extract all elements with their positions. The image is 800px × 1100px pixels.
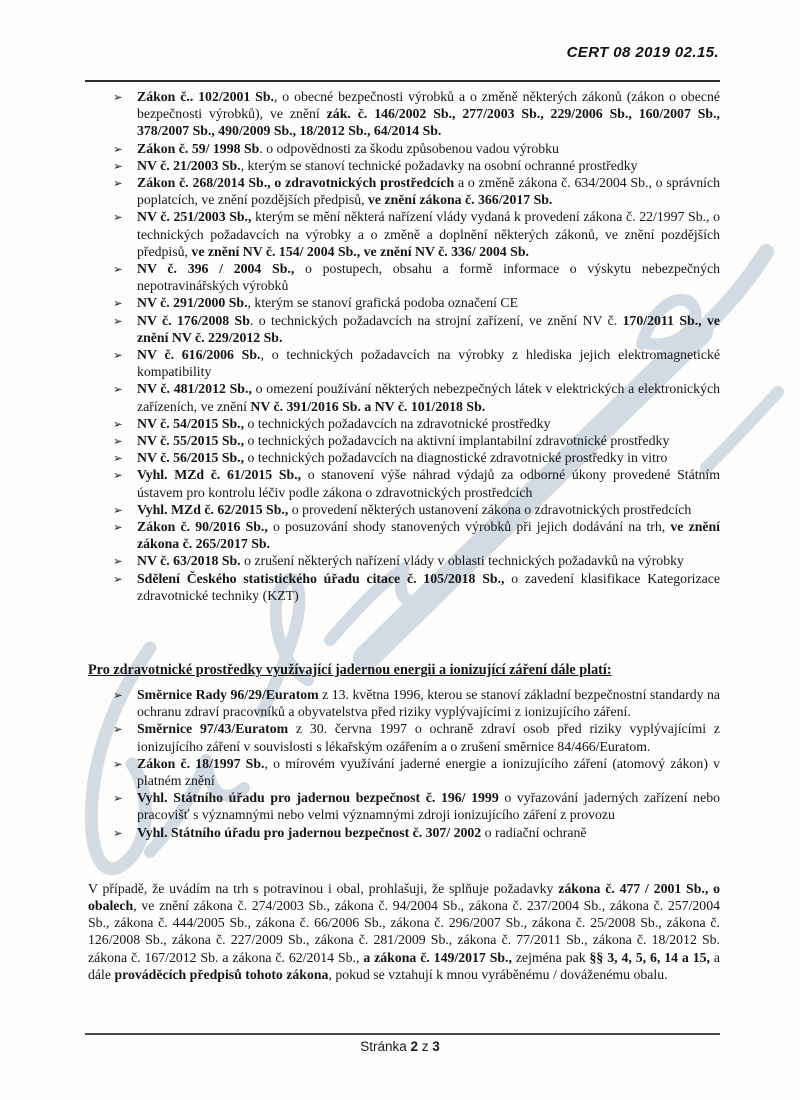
list-item [88, 88, 720, 140]
list-item [88, 157, 720, 174]
text-run: o provedení některých ustanovení zákona o zdravotnických prostředcích [288, 501, 692, 517]
text-run: a dále [88, 949, 720, 982]
bold-text-run: NV č. 63/2018 Sb. [137, 553, 241, 569]
text-run: zejména pak [511, 949, 590, 965]
text-run: , o mírovém využívání jaderné energie a ionizujícího záření (atomový zákon) v platném znění [137, 755, 720, 789]
header-divider [85, 80, 720, 82]
header-cert-stamp: CERT 08 2019 02.15. [566, 44, 719, 61]
list-item [88, 720, 720, 754]
arrow-bullet-icon: ➢ [113, 825, 123, 840]
arrow-bullet-icon: ➢ [113, 416, 123, 431]
arrow-bullet-icon: ➢ [113, 468, 123, 483]
text-run: o technických požadavcích na zdravotnické prostředky [244, 415, 551, 431]
text-run: kterým se mění některá nařízení vlády vydaná k provedení zákona č. 22/1997 Sb., o technických požadavcích na výrobky a o změně a doplnění některých zákonů, ve znění pozdějších předpisů, [137, 209, 721, 259]
bold-text-run: NV č. 616/2006 Sb. [137, 347, 261, 363]
text-run: . o technických požadavcích na strojní zařízení, ve znění NV č. [249, 312, 623, 328]
arrow-bullet-icon: ➢ [113, 348, 123, 363]
legal-list-primary [88, 88, 720, 604]
bold-text-run: 170/2011 Sb., ve znění NV č. 229/2012 Sb. [137, 312, 720, 345]
bold-text-run: NV č. 21/2003 Sb. [137, 157, 241, 173]
bold-text-run: NV č. 56/2015 Sb., [137, 450, 245, 466]
arrow-bullet-icon: ➢ [113, 520, 123, 535]
arrow-bullet-icon: ➢ [113, 210, 123, 225]
text-run: o technických požadavcích na diagnostické zdravotnické prostředky in vitro [244, 450, 668, 466]
arrow-bullet-icon: ➢ [113, 158, 123, 173]
text-run: o postupech, obsahu a formě informace o výskytu nebezpečných nepotravinářských výrobků [137, 261, 720, 294]
bold-text-run: zák. č. 146/2002 Sb., 277/2003 Sb., 229/2006 Sb., 160/2007 Sb., 378/2007 Sb., 490/2009 Sb., 18/2012 Sb., 64/2014 Sb. [137, 106, 720, 139]
text-run: , o technických požadavcích na výrobky z hlediska jejich elektromagnetické kompatibility [137, 347, 720, 380]
bold-text-run: Vyhl. MZd č. 61/2015 Sb., [137, 467, 302, 483]
list-item [88, 789, 720, 823]
bold-text-run: Sdělení Českého statistického úřadu citace č. 105/2018 Sb., [137, 570, 505, 586]
declaration-paragraph [88, 880, 720, 983]
arrow-bullet-icon: ➢ [113, 313, 123, 328]
bold-text-run: zákona č. 477 / 2001 Sb., o obalech [88, 880, 720, 913]
text-run: o posuzování shody stanovených výrobků při jejich dodávání na trh, [267, 519, 671, 535]
text-run: . o odpovědnosti za škodu způsobenou vadou výrobku [259, 140, 559, 156]
footer-divider [85, 1033, 720, 1035]
bold-text-run: NV č. 251/2003 Sb., [137, 209, 252, 225]
arrow-bullet-icon: ➢ [113, 434, 123, 449]
text-run: , pokud se vztahují k mnou vyráběnému / dováženému obalu. [328, 966, 668, 982]
arrow-bullet-icon: ➢ [113, 502, 123, 517]
text-run: o zrušení některých nařízení vlády v oblasti technických požadavků na výrobky [240, 553, 684, 569]
arrow-bullet-icon: ➢ [113, 382, 123, 397]
text-run: o stanovení výše náhrad výdajů za odborné úkony provedené Státním ústavem pro kontrolu léčiv podle zákona o zdravotnických prostředcích [137, 467, 720, 500]
page-number [0, 1039, 800, 1054]
list-item [88, 755, 720, 789]
text-run: z 13. května 1996, kterou se stanoví základní bezpečnostní standardy na ochranu zdraví pracovníků a obyvatelstva před riziky vyplývajícími z ionizujícího záření. [137, 687, 720, 720]
section-heading-nuclear: Pro zdravotnické prostředky využívající jadernou energii a ionizující záření dále platí: [88, 662, 612, 678]
arrow-bullet-icon: ➢ [113, 554, 123, 569]
bold-text-run: a zákona č. 149/2017 Sb., [363, 949, 512, 965]
bold-text-run: prováděcích předpisů tohoto zákona [114, 966, 329, 982]
arrow-bullet-icon: ➢ [113, 90, 123, 104]
bold-text-run: Zákon č. 18/1997 Sb. [137, 755, 265, 771]
bold-text-run: NV č. 291/2000 Sb. [137, 295, 248, 311]
bold-text-run: ve znění NV č. 154/ 2004 Sb., ve znění NV č. 336/ 2004 Sb. [191, 243, 529, 259]
list-item [88, 824, 720, 841]
text-run: z [418, 1039, 433, 1054]
text-run: z 30. června 1997 o ochraně zdraví osob před riziky vyplývajícími z ionizujícího záření v souvislosti s lékařským ozářením a o zrušení směrnice 84/466/Euratom. [137, 721, 721, 754]
text-run: V případě, že uvádím na trh s potravinou i obal, prohlašuji, že splňuje požadavky [88, 880, 559, 896]
text-run: o vyřazování jaderných zařízení nebo pracovišť s významnými nebo velmi významnými zdroji ionizujícího záření z provozu [137, 790, 720, 823]
list-item [88, 686, 720, 720]
text-run: , kterým se stanoví grafická podoba označení CE [247, 295, 519, 311]
bold-text-run: NV č. 176/2008 Sb [137, 312, 250, 328]
arrow-bullet-icon: ➢ [113, 141, 123, 156]
list-item [88, 294, 720, 311]
bold-text-run: Zákon č. 268/2014 Sb., o zdravotnických prostředcích [137, 175, 455, 191]
bold-text-run: Vyhl. Státního úřadu pro jadernou bezpečnost č. 196/ 1999 [137, 790, 499, 806]
list-item [88, 570, 720, 604]
bold-text-run: Vyhl. MZd č. 62/2015 Sb., [137, 501, 289, 517]
bold-text-run: NV č. 391/2016 Sb. a NV č. 101/2018 Sb. [250, 398, 486, 414]
list-item [88, 415, 720, 432]
bold-text-run: Směrnice Rady 96/29/Euratom [137, 687, 319, 702]
bold-text-run: Zákon č. 59/ 1998 Sb [137, 140, 260, 156]
text-run: a o změně zákona č. 634/2004 Sb., o správních poplatcích, ve znění pozdějších předpisů, [137, 175, 720, 208]
list-item [88, 140, 720, 157]
bold-text-run: Zákon č. 90/2016 Sb., [137, 519, 268, 535]
text-run: , kterým se stanoví technické požadavky na osobní ochranné prostředky [240, 157, 638, 173]
list-item [88, 518, 720, 552]
arrow-bullet-icon: ➢ [113, 722, 123, 737]
list-item [88, 346, 720, 380]
text-run: o technických požadavcích na aktivní implantabilní zdravotnické prostředky [244, 433, 670, 449]
arrow-bullet-icon: ➢ [113, 176, 123, 191]
list-item [88, 449, 720, 466]
text-run: o radiační ochraně [481, 824, 587, 840]
list-item [88, 260, 720, 294]
arrow-bullet-icon: ➢ [113, 262, 123, 277]
text-run: Stránka [360, 1039, 411, 1054]
bold-text-run: NV č. 55/2015 Sb., [137, 433, 245, 449]
list-item [88, 208, 720, 260]
list-item [88, 501, 720, 518]
bold-text-run: Vyhl. Státního úřadu pro jadernou bezpečnost č. 307/ 2002 [137, 824, 482, 840]
bold-text-run: 2 [410, 1039, 418, 1054]
bold-text-run: ve znění zákona č. 265/2017 Sb. [137, 519, 720, 552]
legal-list-nuclear [88, 686, 720, 841]
list-item [88, 174, 720, 208]
arrow-bullet-icon: ➢ [113, 571, 123, 586]
bold-text-run: ve znění zákona č. 366/2017 Sb. [368, 192, 553, 208]
arrow-bullet-icon: ➢ [113, 791, 123, 806]
bold-text-run: NV č. 396 / 2004 Sb., [137, 261, 295, 277]
arrow-bullet-icon: ➢ [113, 296, 123, 311]
list-item [88, 466, 720, 500]
bold-text-run: NV č. 481/2012 Sb., [137, 381, 252, 397]
list-item [88, 552, 720, 569]
list-item [88, 432, 720, 449]
list-item [88, 312, 720, 346]
bold-text-run: 3 [432, 1039, 440, 1054]
bold-text-run: NV č. 54/2015 Sb., [137, 415, 245, 431]
arrow-bullet-icon: ➢ [113, 451, 123, 466]
text-run: , o obecné bezpečnosti výrobků a o změně některých zákonů (zákon o obecné bezpečnosti výrobků), ve znění [137, 89, 720, 122]
text-run: , ve znění zákona č. 274/2003 Sb., zákona č. 94/2004 Sb., zákona č. 237/2004 Sb., zákona č. 257/2004 Sb., zákona č. 444/2005 Sb., zákona č. 66/2006 Sb., zákona č. 296/2007 Sb., zákona č. 25/2008 Sb., zákona č. 126/2008 Sb., zákona č. 227/2009 Sb., zákona č. 281/2009 Sb., zákona č. 77/2011 Sb., zákona č. 18/2012 Sb. zákona č. 167/2012 Sb. a zákona č. 62/2014 Sb., [88, 898, 720, 965]
bold-text-run: Zákon č.. 102/2001 Sb. [137, 89, 274, 104]
list-item [88, 380, 720, 414]
arrow-bullet-icon: ➢ [113, 688, 123, 702]
arrow-bullet-icon: ➢ [113, 756, 123, 771]
bold-text-run: §§ 3, 4, 5, 6, 14 a 15, [589, 949, 710, 965]
text-run: o omezení používání některých nebezpečných látek v elektrických a elektronických zařízeních, ve znění [137, 381, 720, 414]
bold-text-run: Směrnice 97/43/Euratom [137, 721, 289, 737]
text-run: o zavedení klasifikace Kategorizace zdravotnické techniky (KZT) [137, 570, 720, 603]
